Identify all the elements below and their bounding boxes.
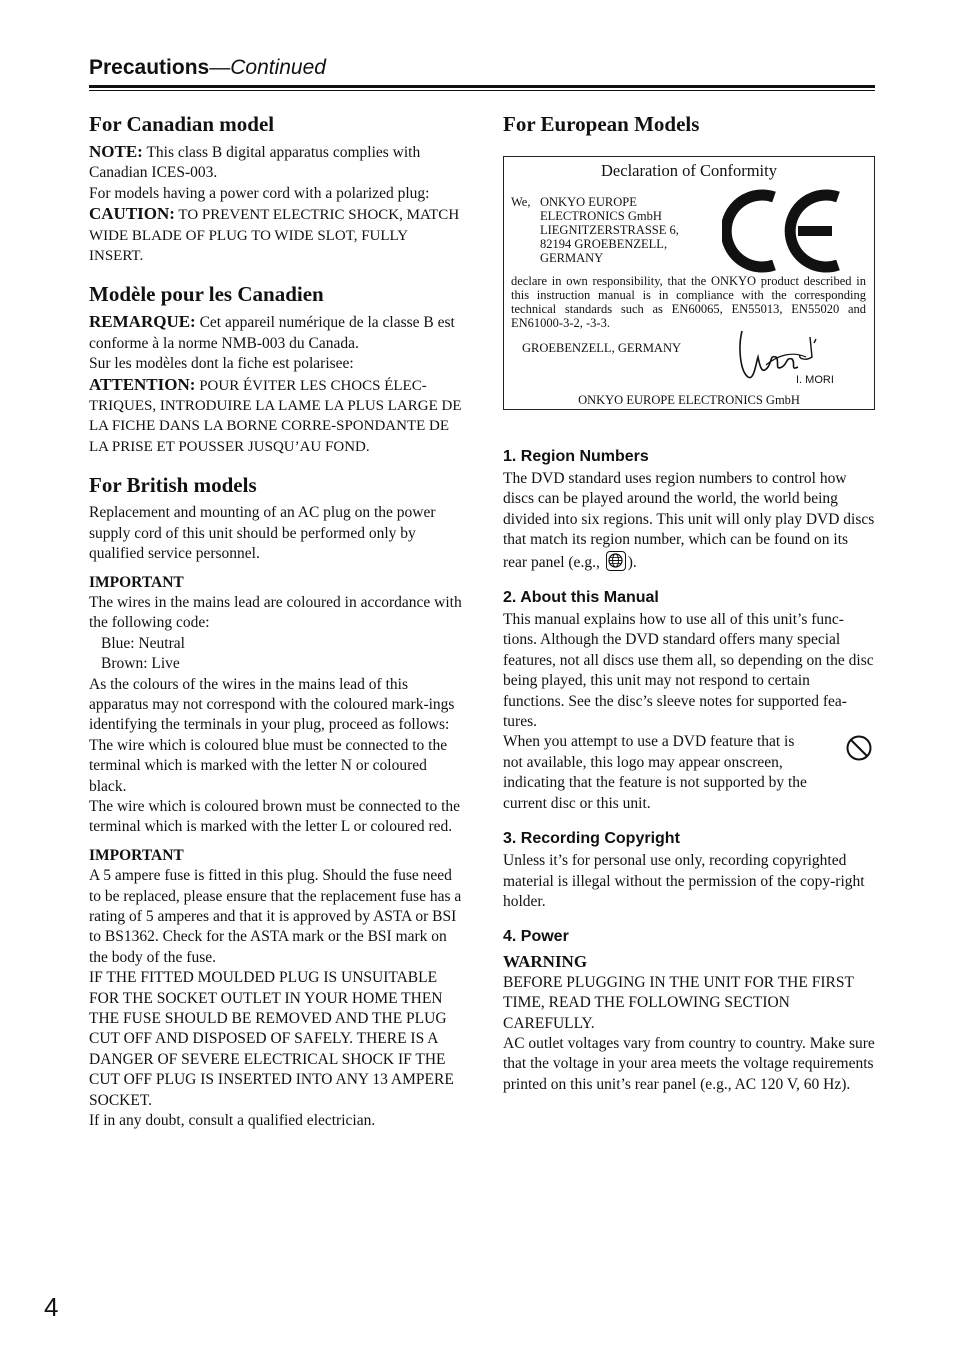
british-intro: Replacement and mounting of an AC plug on the power supply cord of this unit should be performed only by qualified service personnel.: [89, 504, 436, 563]
declaration-place: GROEBENZELL, GERMANY: [522, 341, 682, 355]
blue-wire-text: The wire which is coloured blue must be connected to the terminal which is marked with the letter N or coloured black.: [89, 736, 448, 795]
declaration-body: declare in own responsibility, that the ONKYO product described in this instruction manual is in compliance with the corresponding technical standards such as EN60065, EN55013, EN55020 and EN61000-3-2, -3-3.: [511, 274, 866, 330]
header-rule-thick: [89, 85, 875, 88]
manual-heading: 2. About this Manual: [503, 589, 659, 607]
copyright-heading: 3. Recording Copyright: [503, 830, 680, 848]
unsuitable-text: IF THE FITTED MOULDED PLUG IS UNSUITABLE FOR THE SOCKET OUTLET IN YOUR HOME THEN THE FUSE SHOULD BE REMOVED AND THE PLUG CUT OFF AND DISPOSED OF SAFELY. THERE IS A DANGER OF SEVERE ELECTRICAL SHOCK IF THE CUT OFF PLUG IS INSERTED INTO ANY 13 AMPERE SOCKET.: [89, 969, 454, 1109]
doubt-text: If in any doubt, consult a qualified electrician.: [89, 1112, 376, 1130]
declaration-we: We,: [511, 195, 531, 209]
wire-brown: Brown: Live: [101, 655, 180, 673]
canadian-polarized: For models having a power cord with a polarized plug:: [89, 184, 430, 202]
declaration-signer: I. MORI: [796, 374, 834, 386]
note-label: NOTE:: [89, 142, 143, 161]
canadien-heading: Modèle pour les Canadien: [89, 282, 324, 307]
canadian-section: [89, 110, 464, 266]
caution-label: CAUTION:: [89, 204, 175, 224]
manual-logo-text: When you attempt to use a DVD feature that is not available, this logo may appear onscreen, indicating that the feature is not supported by the current disc or this unit.: [503, 733, 807, 812]
attention-text: POUR ÉVITER LES CHOCS ÉLEC-TRIQUES, INTRODUIRE LA LAME LA PLUS LARGE DE LA FICHE DANS LA BORNE CORRE-SPONDANTE DE LA PRISE ET POUSSER JUSQU’AU FOND.: [89, 377, 462, 455]
declaration-company: ONKYO EUROPE ELECTRONICS GmbH: [578, 393, 800, 407]
address-line: LIEGNITZERSTRASSE 6,: [540, 223, 679, 237]
ce-mark-icon: [722, 185, 844, 275]
manual-section: [503, 587, 875, 814]
page-number: 4: [44, 1292, 59, 1322]
canadian-heading: For Canadian model: [89, 112, 275, 136]
header-continued: —Continued: [209, 56, 326, 79]
canadien-remarque: [89, 312, 464, 354]
declaration-box: [503, 156, 875, 410]
address-line: ONKYO EUROPE: [540, 195, 637, 209]
globe-region-icon: [606, 551, 626, 571]
note-text: This class B digital apparatus complies with Canadian ICES-003.: [89, 144, 421, 182]
european-heading: For European Models: [503, 112, 700, 136]
british-section: [89, 471, 464, 1131]
address-line: ELECTRONICS GmbH: [540, 209, 662, 223]
power-caps-text: BEFORE PLUGGING IN THE UNIT FOR THE FIRST TIME, READ THE FOLLOWING SECTION CAREFULLY.: [503, 973, 854, 1032]
remarque-label: REMARQUE:: [89, 312, 196, 332]
left-column: [89, 110, 464, 1131]
manual-text: This manual explains how to use all of this unit’s func-tions. Although the DVD standard offers many special features, not all discs use them all, so depending on the disc being played, this unit may not respond to certain functions. See the disc’s sleeve notes for supported fea-tures.: [503, 611, 874, 731]
declaration-address: [540, 195, 679, 265]
right-column: [503, 110, 875, 1095]
declaration-title: Declaration of Conformity: [601, 161, 777, 180]
important-label-2: IMPORTANT: [89, 846, 184, 864]
canadian-note: [89, 142, 464, 184]
colours-text: As the colours of the wires in the mains lead of this apparatus may not correspond with the coloured mark-ings identifying the terminals in your plug, proceed as follows:: [89, 675, 455, 734]
fuse-text: A 5 ampere fuse is fitted in this plug. Should the fuse need to be replaced, please ensure that the replacement fuse has a rating of 5 amperes and that it is approved by ASTA or BSI to BS1362. Check for the ASTA mark or the BSI mark on the body of the fuse.: [89, 867, 462, 966]
manual-logo-block: [503, 732, 875, 814]
important-label-1: IMPORTANT: [89, 573, 184, 591]
power-text: AC outlet voltages vary from country to country. Make sure that the voltage in your area meets the voltage requirements printed on this unit’s rear panel (e.g., AC 120 V, 60 Hz).: [503, 1034, 875, 1093]
region-text-end: ).: [627, 553, 637, 571]
region-section: [503, 446, 875, 573]
canadien-section: [89, 280, 464, 457]
power-section: [503, 926, 875, 1095]
address-line: GERMANY: [540, 251, 604, 265]
attention-label: ATTENTION:: [89, 374, 196, 394]
address-line: 82194 GROEBENZELL,: [540, 237, 668, 251]
region-text-main: The DVD standard uses region numbers to control how discs can be played around the world, the world being divided into six regions. This unit will only play DVD discs that match its region number, which can be found on its rear panel (e.g.,: [503, 470, 875, 571]
brown-wire-text: The wire which is coloured brown must be connected to the terminal which is marked with the letter L or coloured red.: [89, 797, 461, 836]
power-heading: 4. Power: [503, 928, 569, 946]
canadien-attention: [89, 375, 464, 458]
region-text: [503, 469, 875, 573]
canadian-caution: [89, 204, 464, 266]
header-rule-thin: [89, 90, 875, 91]
british-heading: For British models: [89, 473, 257, 498]
canadien-polarisee: Sur les modèles dont la fiche est polarisee:: [89, 355, 354, 373]
warning-label: WARNING: [503, 952, 588, 972]
remarque-text: Cet appareil numérique de la classe B est conforme à la norme NMB-003 du Canada.: [89, 314, 455, 352]
prohibited-icon: [845, 734, 873, 762]
header-title: Precautions: [89, 56, 210, 79]
wires-intro: The wires in the mains lead are coloured in accordance with the following code:: [89, 593, 462, 632]
region-heading: 1. Region Numbers: [503, 448, 649, 465]
copyright-text: Unless it’s for personal use only, recording copyrighted material is illegal without the permission of the copy-right holder.: [503, 852, 865, 910]
wire-blue: Blue: Neutral: [101, 634, 185, 652]
copyright-section: [503, 828, 875, 912]
caution-text: TO PREVENT ELECTRIC SHOCK, MATCH WIDE BLADE OF PLUG TO WIDE SLOT, FULLY INSERT.: [89, 207, 460, 265]
